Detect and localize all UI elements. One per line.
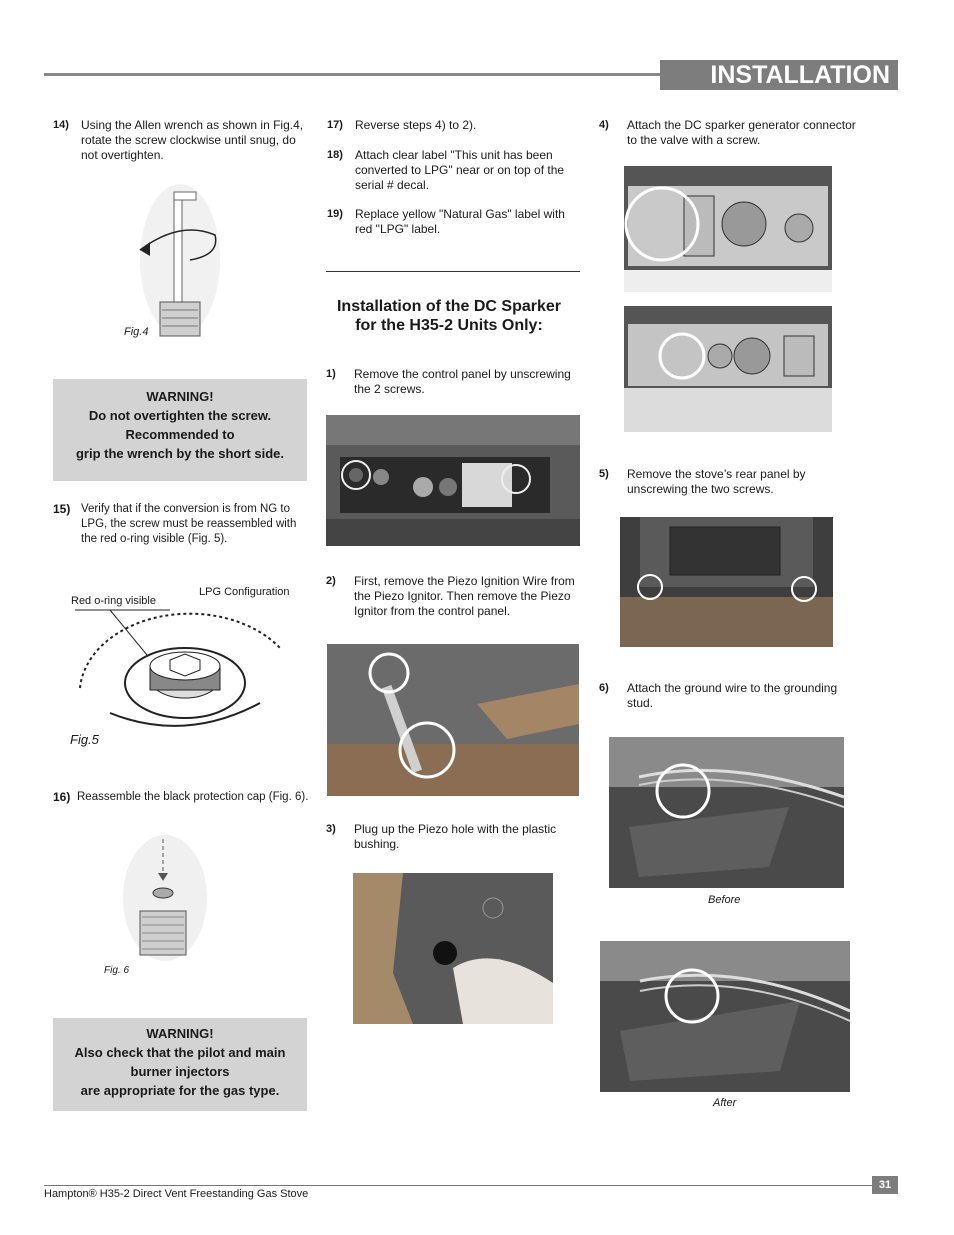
step-text: Verify that if the conversion is from NG to LPG, the screw must be reassembled with the red o-ring visible (Fig. 5). bbox=[81, 503, 297, 545]
step-number: 6) bbox=[599, 682, 609, 694]
warning-line: burner injectors bbox=[130, 1064, 230, 1079]
step-15 bbox=[53, 502, 308, 550]
bushing-photo bbox=[353, 873, 553, 1024]
step-number: 3) bbox=[326, 823, 336, 835]
step-number: 4) bbox=[599, 119, 609, 131]
ground-wire-after-photo bbox=[600, 941, 850, 1092]
step-number: 5) bbox=[599, 468, 609, 480]
oring-figure bbox=[70, 608, 290, 738]
step-text: First, remove the Piezo Ignition Wire from the Piezo Ignitor. Then remove the Piezo Ignitor from the control panel. bbox=[354, 574, 575, 618]
warning-box-2 bbox=[53, 1018, 307, 1111]
section-divider bbox=[326, 271, 580, 272]
step-text: Attach clear label "This unit has been converted to LPG" near or on top of the serial # decal. bbox=[355, 148, 565, 192]
fig5-caption: Fig.5 bbox=[70, 732, 99, 747]
step-text: Replace yellow "Natural Gas" label with red "LPG" label. bbox=[355, 207, 565, 236]
step-number: 17) bbox=[327, 119, 343, 131]
step-19 bbox=[327, 207, 582, 239]
after-caption: After bbox=[713, 1097, 737, 1109]
step-number: 1) bbox=[326, 368, 336, 380]
footer-rule bbox=[44, 1185, 874, 1186]
footer-text: Hampton® H35-2 Direct Vent Freestanding Gas Stove bbox=[44, 1188, 309, 1200]
sparker-step-1 bbox=[326, 367, 582, 399]
before-caption: Before bbox=[708, 894, 741, 906]
warning-line: are appropriate for the gas type. bbox=[80, 1083, 280, 1098]
section-title: INSTALLATION bbox=[660, 60, 898, 90]
valve-photo-1 bbox=[624, 166, 832, 292]
step-number: 14) bbox=[53, 119, 69, 131]
step-text: Remove the stove’s rear panel by unscrewing the two screws. bbox=[627, 467, 806, 496]
step-number: 19) bbox=[327, 208, 343, 220]
fig6-caption: Fig. 6 bbox=[104, 965, 130, 976]
step-number: 18) bbox=[327, 149, 343, 161]
step-16 bbox=[53, 790, 308, 822]
warning-line: Also check that the pilot and main bbox=[74, 1045, 286, 1060]
fig4-caption: Fig.4 bbox=[124, 326, 149, 338]
step-17 bbox=[327, 118, 582, 136]
step-14 bbox=[53, 118, 308, 166]
sparker-step-2 bbox=[326, 574, 582, 622]
warning-box-1 bbox=[53, 379, 307, 481]
step-number: 15) bbox=[53, 502, 71, 516]
ground-wire-before-photo bbox=[609, 737, 844, 888]
lpg-configuration-label: LPG Configuration bbox=[199, 586, 290, 598]
rear-panel-photo bbox=[620, 517, 833, 647]
section-heading: Installation of the DC Sparker for the H35-2 Units Only: bbox=[336, 298, 562, 334]
step-text: Attach the DC sparker generator connector to the valve with a screw. bbox=[627, 118, 856, 147]
header-rule bbox=[44, 73, 662, 76]
sparker-step-5 bbox=[599, 467, 859, 499]
warning-line: Recommended to bbox=[125, 427, 235, 442]
page-number: 31 bbox=[872, 1176, 898, 1194]
warning-line: Do not overtighten the screw. bbox=[88, 408, 272, 423]
allen-wrench-figure bbox=[120, 180, 230, 340]
protection-cap-figure bbox=[120, 833, 210, 963]
sparker-step-6 bbox=[599, 681, 859, 713]
warning-title: WARNING! bbox=[146, 1026, 214, 1041]
step-number: 2) bbox=[326, 575, 336, 587]
control-panel-photo bbox=[326, 415, 580, 546]
step-18 bbox=[327, 148, 582, 196]
sparker-step-3 bbox=[326, 822, 582, 854]
piezo-ignitor-photo bbox=[327, 644, 579, 796]
step-text: Reassemble the black protection cap (Fig. 6). bbox=[77, 791, 309, 803]
step-text: Attach the ground wire to the grounding stud. bbox=[627, 681, 838, 710]
step-number: 16) bbox=[53, 790, 71, 804]
warning-line: grip the wrench by the short side. bbox=[75, 446, 285, 461]
valve-photo-2 bbox=[624, 306, 832, 432]
sparker-step-4 bbox=[599, 118, 859, 150]
red-oring-label: Red o-ring visible bbox=[71, 595, 156, 607]
step-text: Plug up the Piezo hole with the plastic bushing. bbox=[354, 822, 557, 851]
step-text: Remove the control panel by unscrewing the 2 screws. bbox=[354, 367, 571, 396]
warning-title: WARNING! bbox=[146, 389, 214, 404]
step-text: Reverse steps 4) to 2). bbox=[355, 118, 477, 132]
step-text: Using the Allen wrench as shown in Fig.4, rotate the screw clockwise until snug, do not overtighten. bbox=[81, 118, 304, 162]
